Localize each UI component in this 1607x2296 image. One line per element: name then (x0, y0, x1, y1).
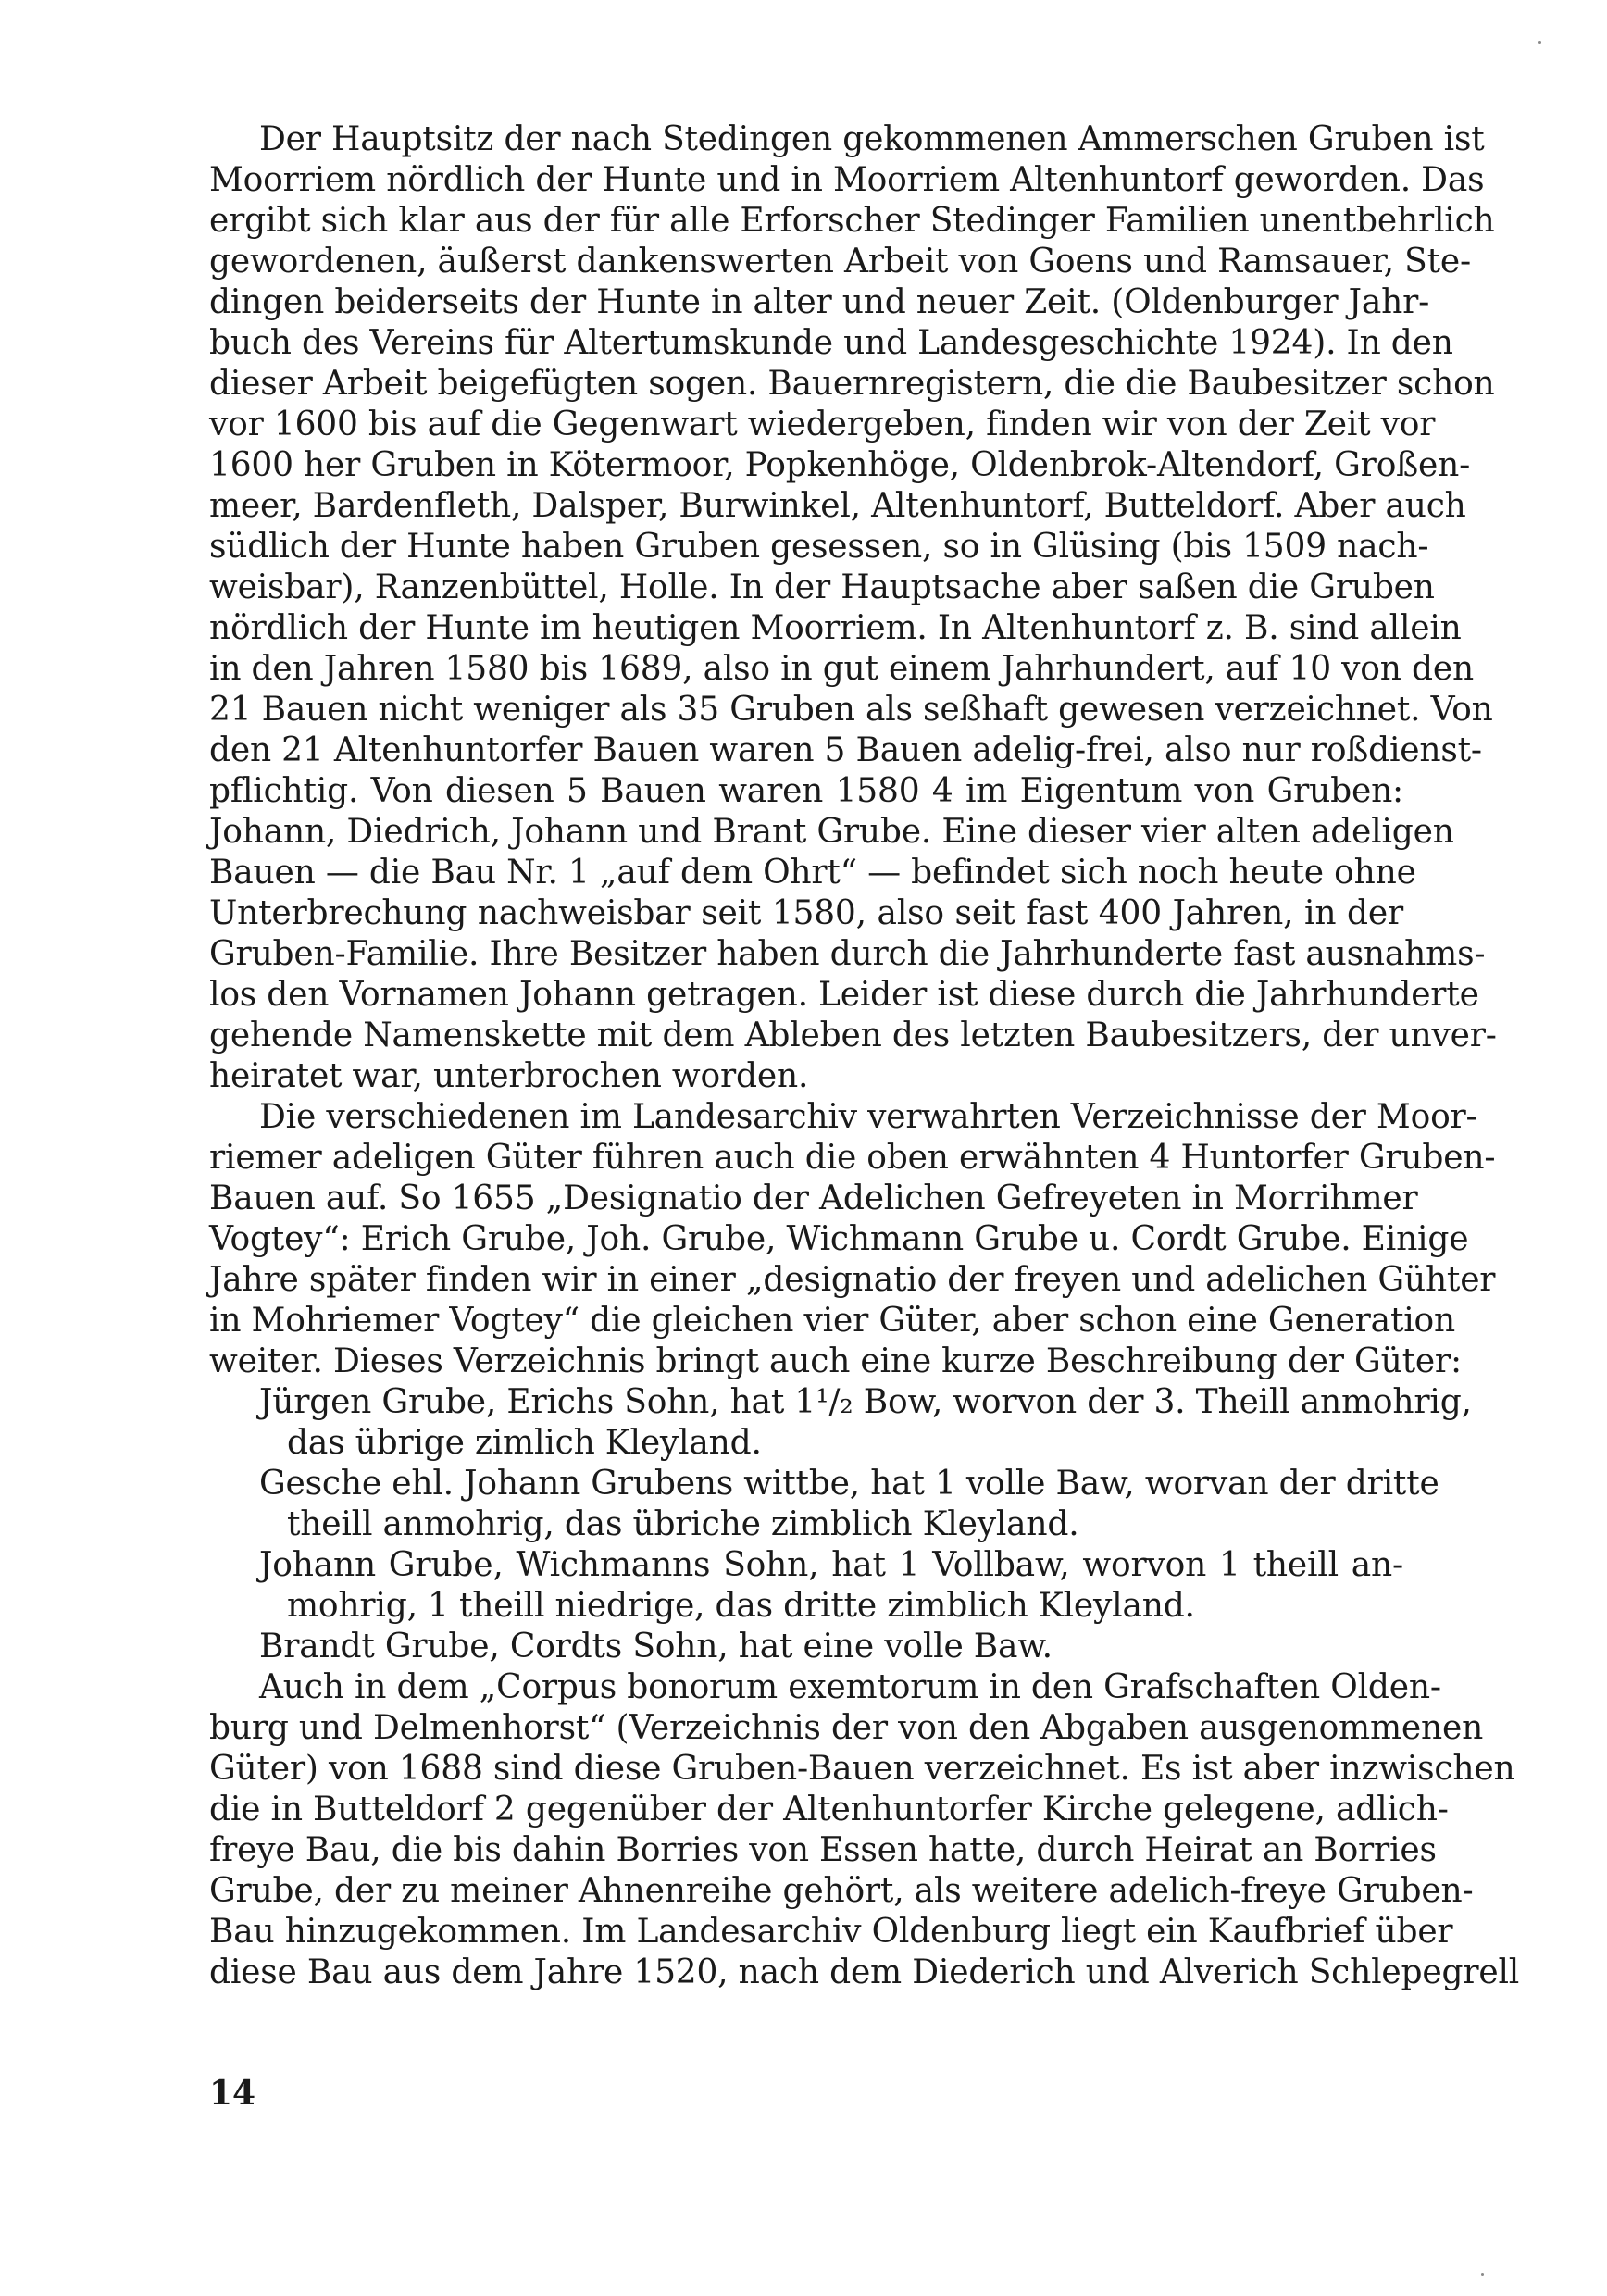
text-line: gehende Namenskette mit dem Ableben des letzten Baubesitzers, der unver- (209, 1017, 1497, 1054)
text-line: das übrige zimlich Kleyland. (287, 1424, 762, 1462)
text-line: Bauen — die Bau Nr. 1 „auf dem Ohrt“ — befindet sich noch heute ohne (209, 854, 1416, 892)
text-line: Johann, Diedrich, Johann und Brant Grube. Eine dieser vier alten adeligen (209, 813, 1454, 851)
text-line: diese Bau aus dem Jahre 1520, nach dem Diederich und Alverich Schlepegrell (209, 1953, 1520, 1991)
text-line: Bauen auf. So 1655 „Designatio der Adelichen Gefreyeten in Morrihmer (209, 1179, 1418, 1217)
text-line: Jürgen Grube, Erichs Sohn, hat 1¹/₂ Bow, worvon der 3. Theill anmohrig, (259, 1383, 1472, 1421)
text-line: nördlich der Hunte im heutigen Moorriem. In Altenhuntorf z. B. sind allein (209, 609, 1462, 647)
text-line: Die verschiedenen im Landesarchiv verwahrten Verzeichnisse der Moor- (259, 1098, 1477, 1136)
text-line: Güter) von 1688 sind diese Gruben-Bauen verzeichnet. Es ist aber inzwischen (209, 1750, 1515, 1788)
text-line: Bau hinzugekommen. Im Landesarchiv Oldenburg liegt ein Kaufbrief über (209, 1913, 1453, 1951)
scan-speck (1538, 41, 1541, 44)
text-line: Moorriem nördlich der Hunte und in Moorriem Altenhuntorf geworden. Das (209, 161, 1485, 199)
text-line: Gesche ehl. Johann Grubens wittbe, hat 1 volle Baw, worvan der dritte (259, 1465, 1439, 1503)
text-line: weiter. Dieses Verzeichnis bringt auch eine kurze Beschreibung der Güter: (209, 1342, 1462, 1380)
text-line: Johann Grube, Wichmanns Sohn, hat 1 Vollbaw, worvon 1 theill an- (259, 1546, 1403, 1584)
text-line: los den Vornamen Johann getragen. Leider ist diese durch die Jahrhunderte (209, 976, 1479, 1014)
text-line: meer, Bardenfleth, Dalsper, Burwinkel, Altenhuntorf, Butteldorf. Aber auch (209, 487, 1466, 525)
text-line: pflichtig. Von diesen 5 Bauen waren 1580 4 im Eigentum von Gruben: (209, 772, 1403, 810)
text-line: theill anmohrig, das übriche zimblich Kleyland. (287, 1505, 1079, 1543)
text-line: burg und Delmenhorst“ (Verzeichnis der von den Abgaben ausgenommenen (209, 1709, 1484, 1747)
text-line: südlich der Hunte haben Gruben gesessen, so in Glüsing (bis 1509 nach- (209, 528, 1429, 566)
text-line: in den Jahren 1580 bis 1689, also in gut einem Jahrhundert, auf 10 von den (209, 650, 1474, 688)
text-line: dieser Arbeit beigefügten sogen. Bauernregistern, die die Baubesitzer schon (209, 365, 1495, 403)
text-line: buch des Vereins für Altertumskunde und Landesgeschichte 1924). In den (209, 324, 1453, 362)
scan-speck (1481, 2273, 1484, 2276)
text-line: Der Hauptsitz der nach Stedingen gekommenen Ammerschen Gruben ist (259, 120, 1485, 158)
text-line: in Mohriemer Vogtey“ die gleichen vier Güter, aber schon eine Generation (209, 1302, 1455, 1340)
text-line: dingen beiderseits der Hunte in alter und neuer Zeit. (Oldenburger Jahr- (209, 283, 1430, 321)
text-line: mohrig, 1 theill niedrige, das dritte zimblich Kleyland. (287, 1587, 1195, 1625)
text-line: riemer adeligen Güter führen auch die oben erwähnten 4 Huntorfer Gruben- (209, 1139, 1496, 1177)
text-line: Vogtey“: Erich Grube, Joh. Grube, Wichmann Grube u. Cordt Grube. Einige (209, 1220, 1469, 1258)
text-line: weisbar), Ranzenbüttel, Holle. In der Hauptsache aber saßen die Gruben (209, 568, 1435, 606)
text-line: vor 1600 bis auf die Gegenwart wiedergeben, finden wir von der Zeit vor (209, 406, 1436, 443)
text-line: gewordenen, äußerst dankenswerten Arbeit von Goens und Ramsauer, Ste- (209, 243, 1471, 281)
text-line: 21 Bauen nicht weniger als 35 Gruben als seßhaft gewesen verzeichnet. Von (209, 691, 1493, 729)
text-line: heiratet war, unterbrochen worden. (209, 1057, 809, 1095)
text-line: freye Bau, die bis dahin Borries von Essen hatte, durch Heirat an Borries (209, 1831, 1437, 1869)
text-line: 1600 her Gruben in Kötermoor, Popkenhöge, Oldenbrok-Altendorf, Großen- (209, 446, 1471, 484)
text-line: Grube, der zu meiner Ahnenreihe gehört, als weitere adelich-freye Gruben- (209, 1872, 1474, 1910)
text-line: Gruben-Familie. Ihre Besitzer haben durch die Jahrhunderte fast ausnahms- (209, 935, 1486, 973)
text-line: Jahre später finden wir in einer „designatio der freyen und adelichen Gühter (209, 1261, 1496, 1299)
text-line: Auch in dem „Corpus bonorum exemtorum in den Grafschaften Olden- (259, 1668, 1441, 1706)
page-number: 14 (209, 2074, 256, 2113)
text-line: den 21 Altenhuntorfer Bauen waren 5 Bauen adelig-frei, also nur roßdienst- (209, 731, 1482, 769)
text-line: Brandt Grube, Cordts Sohn, hat eine volle Baw. (259, 1628, 1053, 1666)
text-line: die in Butteldorf 2 gegenüber der Altenhuntorfer Kirche gelegene, adlich- (209, 1791, 1449, 1828)
text-line: ergibt sich klar aus der für alle Erforscher Stedinger Familien unentbehrlich (209, 202, 1495, 240)
text-line: Unterbrechung nachweisbar seit 1580, also seit fast 400 Jahren, in der (209, 894, 1403, 932)
